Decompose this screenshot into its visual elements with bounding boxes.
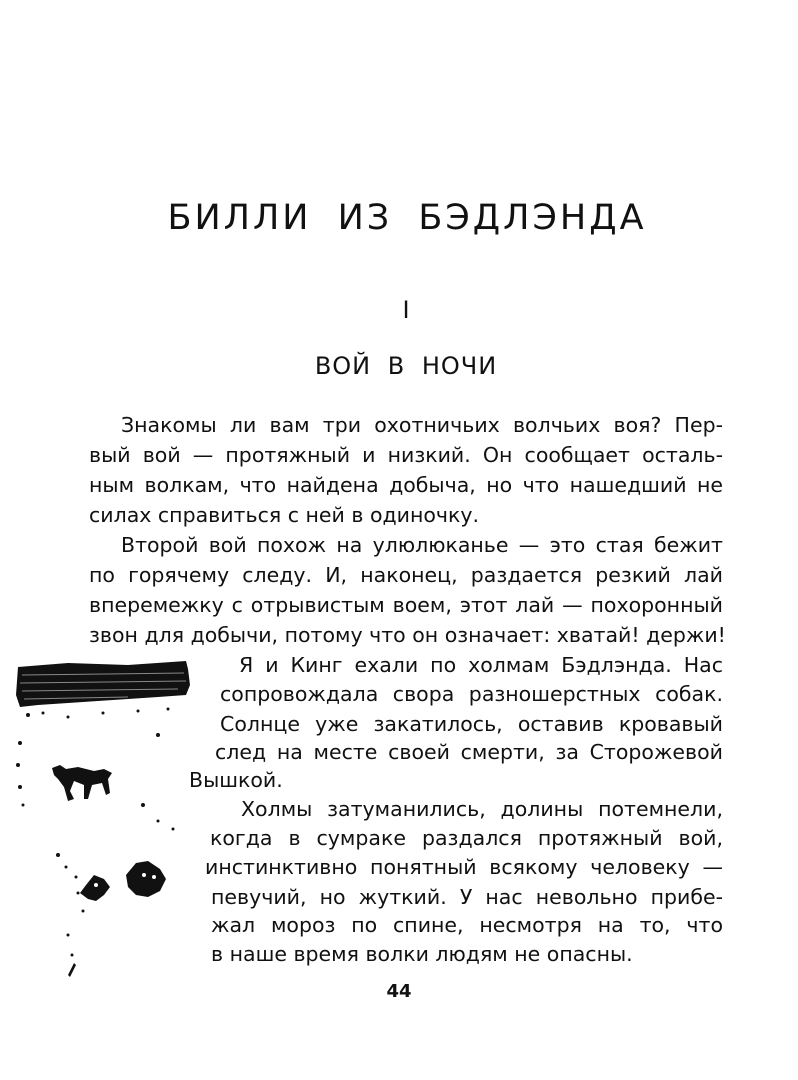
text-line: жал мороз по спине, несмотря на то, что: [211, 913, 723, 937]
text-line: сопровождала свора разношерстных собак.: [220, 682, 723, 706]
text-line: Холмы затуманились, долины потемнели,: [241, 797, 723, 821]
chapter-number: I: [402, 296, 410, 324]
text-line: инстинктивно понятный всякому человеку —: [205, 855, 723, 879]
text-line: вый вой — протяжный и низкий. Он сообщает осталь-: [89, 443, 723, 467]
text-line: Второй вой похож на улюлюканье — это стая бежит: [121, 533, 723, 557]
chapter-title: ВОЙ В НОЧИ: [314, 352, 498, 380]
text-line: Знакомы ли вам три охотничьих волчьих воя? Пер-: [121, 413, 723, 437]
text-line: силах справиться с ней в одиночку.: [89, 503, 480, 527]
text-line: Я и Кинг ехали по холмам Бэдлэнда. Нас: [239, 653, 723, 677]
text-line: вперемежку с отрывистым воем, этот лай — похоронный: [89, 593, 723, 617]
text-line: Солнце уже закатилось, оставив кровавый: [220, 712, 723, 736]
text-line: Вышкой.: [189, 768, 283, 792]
text-line: в наше время волки людям не опасны.: [211, 942, 633, 966]
wolves-illustration-icon: [8, 655, 198, 995]
page-number: 44: [386, 981, 412, 1002]
story-title: БИЛЛИ ИЗ БЭДЛЭНДА: [167, 198, 647, 238]
text-line: ным волкам, что найдена добыча, но что нашедший не: [89, 473, 723, 497]
text-line: певучий, но жуткий. У нас невольно прибе-: [211, 885, 723, 909]
text-line: звон для добычи, потому что он означает: хватай! держи!: [89, 623, 726, 647]
text-line: по горячему следу. И, наконец, раздается резкий лай: [89, 563, 723, 587]
text-line: когда в сумраке раздался протяжный вой,: [210, 826, 723, 850]
text-line: след на месте своей смерти, за Сторожевой: [215, 740, 723, 764]
